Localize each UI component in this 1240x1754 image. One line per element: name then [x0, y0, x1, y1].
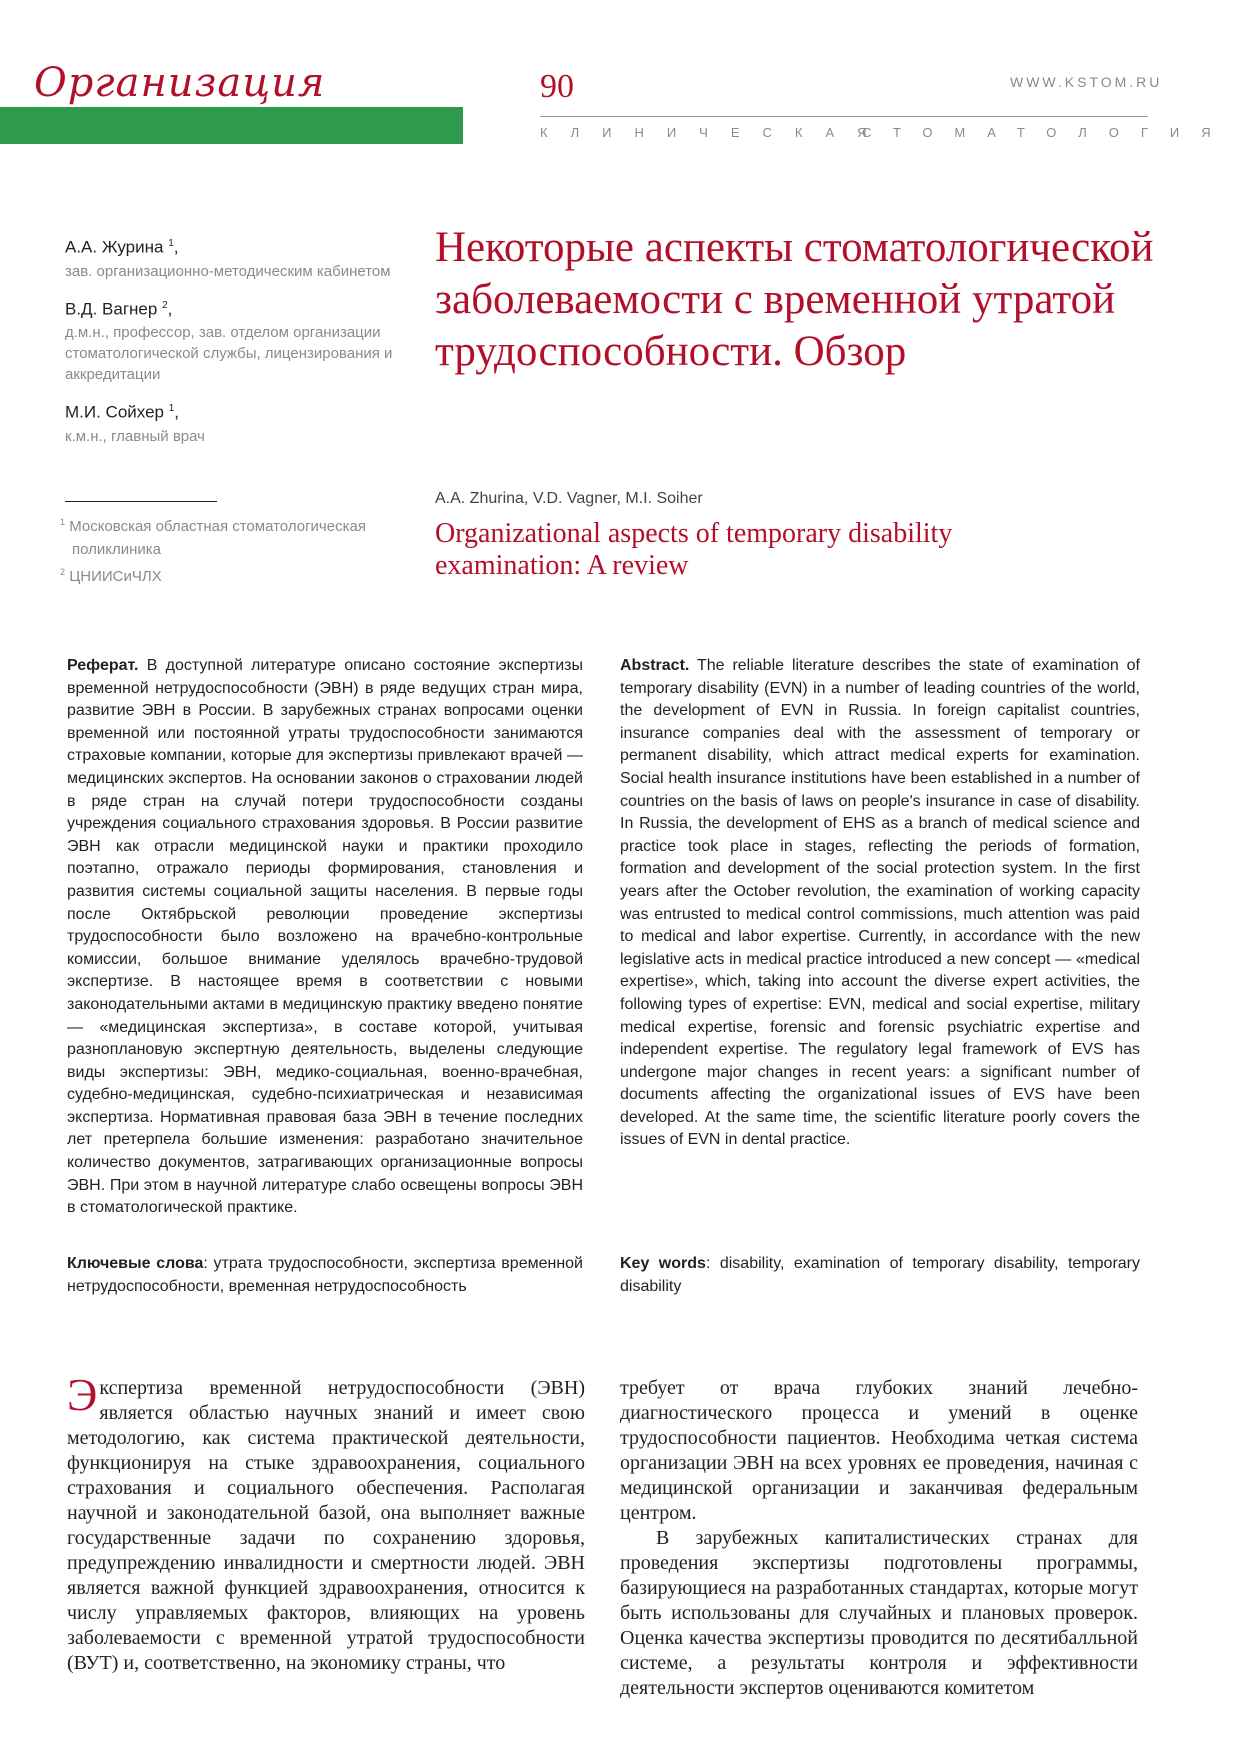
keywords-en-text: : disability, examination of temporary disability, temporary disability [620, 1255, 1141, 1295]
body-paragraph: требует от врача глубоких знаний лечебно-диагностического процесса и умений в оценке трудоспособности пациентов. Необходима четкая система организации ЭВН на всех уровнях ее проведения, начиная с медицинской организации и заканчивая федеральным центром. [620, 1377, 1138, 1524]
author-block [65, 399, 410, 447]
author-affiliation-index: 2 [162, 299, 168, 311]
body-column-left [67, 1369, 585, 1676]
site-url[interactable]: WWW.KSTOM.RU [1010, 74, 1163, 90]
affiliation-item: $^1$ Московская областная стоматологическая поликлиника [60, 517, 366, 558]
affiliation-divider [65, 501, 217, 502]
abstract-en-label: Abstract. [620, 657, 690, 674]
author-list [65, 234, 410, 461]
section-band [0, 107, 463, 144]
page-number: 90 [540, 68, 574, 105]
abstract-en [620, 655, 1140, 1152]
author-role: д.м.н., профессор, зав. отделом организации стоматологической службы, лицензирования и аккредитации [65, 324, 393, 384]
authors-en: A.A. Zhurina, V.D. Vagner, M.I. Soiher [435, 490, 703, 507]
article-title-ru: Некоторые аспекты стоматологической заболеваемости с временной утратой трудоспособности. Обзор [435, 224, 1154, 375]
affiliation-list [60, 511, 410, 588]
journal-name-part2: СТОМАТОЛОГИЯ [862, 125, 1233, 140]
keywords-ru-label: Ключевые слова [67, 1255, 204, 1272]
author-block [65, 296, 410, 386]
abstract-ru-text: В доступной литературе описано состояние экспертизы временной нетрудоспособности (ЭВН) в ряде ведущих стран мира, развитие ЭВН в России. В зарубежных странах вопросами оценки временной или постоянной утраты трудоспособности занимаются страховые компании, которые для экспертизы привлекают врачей — медицинских экспертов. На основании законов о страховании людей в ряде стран на случай потери трудоспособности созданы учреждения социального страхования здоровья. В России развитие ЭВН как отрасли медицинской науки и практики проходило поэтапно, отражало периоды формирования, становления и развития системы социальной защиты населения. В первые годы после Октябрьской революции проведение экспертизы трудоспособности было возложено на врачебно-контрольные комиссии, большое внимание уделялось врачебно-трудовой экспертизе. В настоящее время в соответствии с новыми законодательными актами в медицинскую практику введено понятие — «медицинская экспертиза», в составе которой, учитывая разноплановую экспертную деятельность, выделены следующие виды экспертизы: ЭВН, медико-социальная, военно-врачебная, судебно-медицинская, судебно-психиатрическая и независимая экспертиза. Нормативная правовая база ЭВН в течение последних лет претерпела большие изменения: разработано значительное количество документов, затрагивающих организационные вопросы ЭВН. При этом в научной литературе слабо освещены вопросы ЭВН в стоматологической практике. [67, 657, 583, 1217]
abstract-en-text: The reliable literature describes the state of examination of temporary disability (EVN) in a number of leading countries of the world, the development of EVN in Russia. In foreign capitalist countries, insurance companies deal with the assessment of temporary or permanent disability, which attract medical experts for examination. Social health insurance institutions have been established in a number of countries on the basis of laws on people's insurance in case of disability. In Russia, the development of EHS as a branch of medical science and practice took place in stages, reflecting the periods of formation, formation and development of the social protection system. In the first years after the October revolution, the examination of working capacity was entrusted to medical control commissions, much attention was paid to medical and labor expertise. Currently, in accordance with the new legislative acts in medical practice introduced a new concept — «medical expertise», which, taking into account the diverse expert activities, the following types of expertise: EVN, medical and social expertise, military medical expertise, forensic and forensic psychiatric expertise and independent expertise. The regulatory legal framework of EVS has undergone major changes in recent years: a significant number of documents affecting the organizational issues of EVS have been developed. At the same time, the scientific literature poorly covers the issues of EVN in dental practice. [620, 657, 1140, 1149]
body-column-right [620, 1376, 1138, 1701]
keywords-ru [67, 1253, 583, 1298]
author-name: В.Д. Вагнер $^2$, [65, 299, 173, 319]
author-name: А.А. Журина $^1$, [65, 237, 179, 257]
keywords-ru-text: : утрата трудоспособности, экспертиза временной нетрудоспособности, временная нетрудоспособность [67, 1255, 583, 1295]
abstract-ru [67, 655, 583, 1220]
abstract-ru-label: Реферат. [67, 657, 139, 674]
article-title-en: Organizational aspects of temporary disability examination: A review [435, 518, 953, 581]
author-role: к.м.н., главный врач [65, 427, 205, 445]
body-paragraph: Экспертиза временной нетрудоспособности (ЭВН) является областью научных знаний и имеет свою методологию, как система практической деятельности, функционируя на стыке здравоохранения, социального страхования и социального обеспечения. Располагая научной и законодательной базой, она выполняет важные государственные задачи по сохранению здоровья, предупреждению инвалидности и смертности людей. ЭВН является важной функцией здравоохранения, относится к числу управляемых факторов, влияющих на уровень заболеваемости с временной утратой трудоспособности (ВУТ) и, соответственно, на экономику страны, что [67, 1369, 585, 1674]
keywords-en [620, 1253, 1140, 1298]
section-title: Организация [34, 60, 326, 106]
author-name: М.И. Сойхер $^1$, [65, 402, 180, 422]
author-affiliation-index: 1 [168, 238, 174, 249]
affiliation-item: $^2$ ЦНИИСиЧЛХ [60, 567, 162, 585]
keywords-en-label: Key words [620, 1255, 706, 1272]
journal-name-part1: КЛИНИЧЕСКАЯ [540, 125, 890, 140]
author-affiliation-index: 1 [168, 403, 175, 415]
author-block [65, 234, 410, 282]
author-role: зав. организационно-методическим кабинетом [65, 262, 391, 280]
body-paragraph: В зарубежных капиталистических странах для проведения экспертизы подготовлены программы, базирующиеся на разработанных стандартах, которые могут быть использованы для случайных и плановых проверок. Оценка качества экспертизы проводится по десятибалльной системе, а результаты контроля и эффективности деятельности экспертов оцениваются комитетом [620, 1527, 1138, 1699]
header-rule [540, 116, 1148, 117]
drop-cap: Э [67, 1369, 98, 1420]
